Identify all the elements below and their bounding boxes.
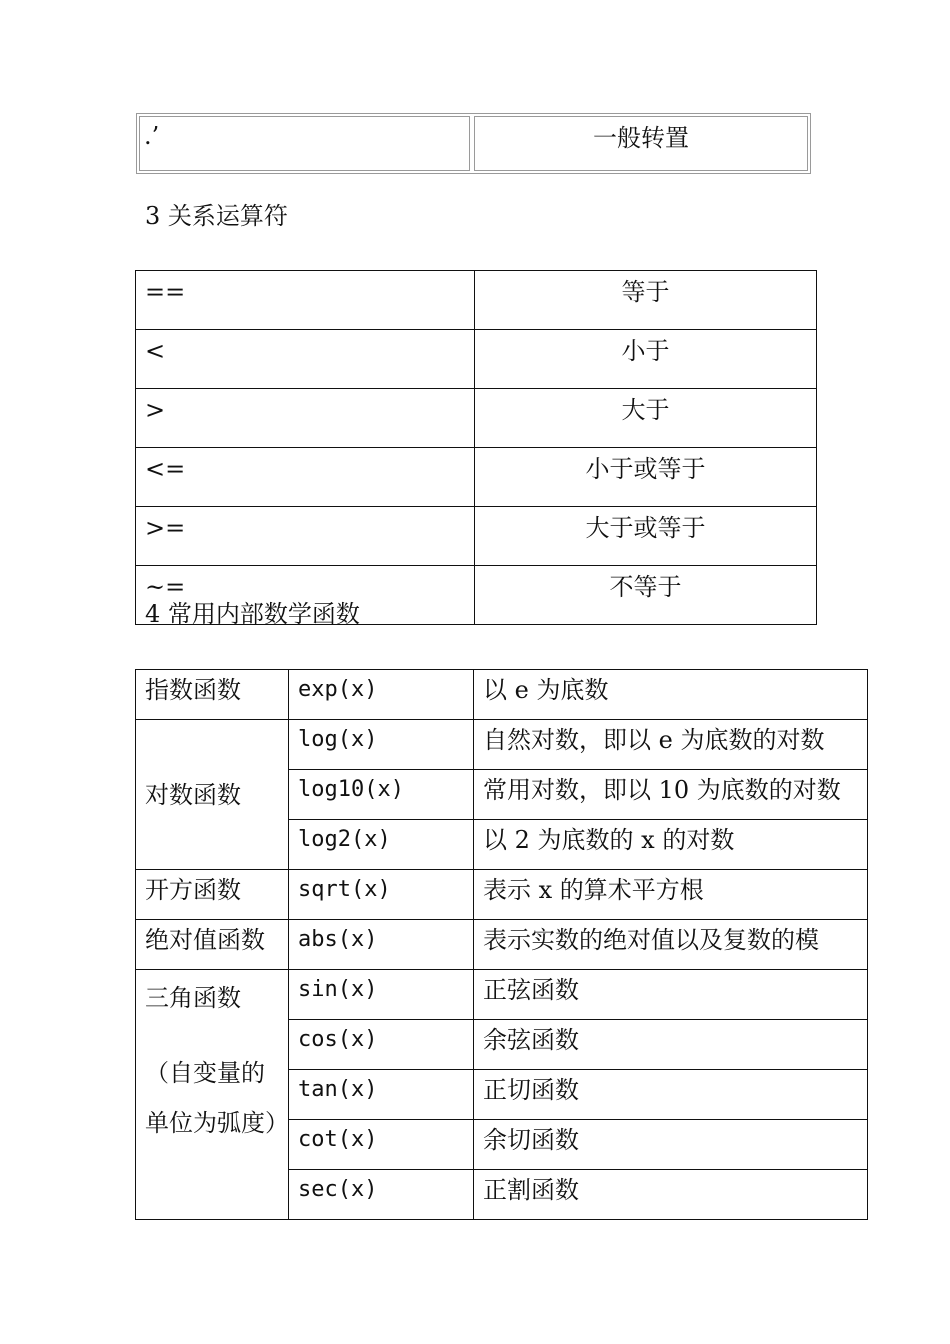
function-cell: log10(x) — [289, 770, 474, 820]
description-cell: 以 2 为底数的 x 的对数 — [474, 820, 868, 870]
function-cell: abs(x) — [289, 920, 474, 970]
description-cell: 大于或等于 — [475, 507, 817, 566]
function-cell: cos(x) — [289, 1020, 474, 1070]
category-cell: 指数函数 — [136, 670, 289, 720]
description-cell: 大于 — [475, 389, 817, 448]
description-cell: 以 e 为底数 — [474, 670, 868, 720]
trig-category-cell — [136, 970, 289, 1220]
description-cell: 表示 x 的算术平方根 — [474, 870, 868, 920]
function-cell: sec(x) — [289, 1170, 474, 1220]
table-row — [136, 920, 868, 970]
function-cell: sqrt(x) — [289, 870, 474, 920]
description-cell: 小于 — [475, 330, 817, 389]
description-cell: 不等于 — [475, 566, 817, 625]
description-cell: 常用对数，即以 10 为底数的对数 — [474, 770, 868, 820]
table-row — [136, 970, 868, 1020]
math-functions-table — [135, 669, 868, 1220]
transpose-table — [136, 113, 811, 174]
operator-cell: < — [136, 330, 475, 389]
table-row — [136, 720, 868, 770]
function-cell: log(x) — [289, 720, 474, 770]
trig-unit-note: （自变量的单位为弧度） — [145, 1059, 289, 1137]
description-cell: 余切函数 — [474, 1120, 868, 1170]
section-4-heading: 4 常用内部数学函数 — [145, 600, 360, 628]
table-row — [136, 330, 817, 389]
function-cell: log2(x) — [289, 820, 474, 870]
operator-cell: ~= — [136, 566, 475, 625]
function-cell: cot(x) — [289, 1120, 474, 1170]
table-row — [136, 271, 817, 330]
table-row — [136, 507, 817, 566]
category-cell: 开方函数 — [136, 870, 289, 920]
table-row — [136, 448, 817, 507]
function-cell: sin(x) — [289, 970, 474, 1020]
description-cell: 余弦函数 — [474, 1020, 868, 1070]
table-row — [136, 389, 817, 448]
description-cell: 小于或等于 — [475, 448, 817, 507]
category-cell: 对数函数 — [136, 720, 289, 870]
description-cell: 表示实数的绝对值以及复数的模 — [474, 920, 868, 970]
operator-cell: == — [136, 271, 475, 330]
table-row — [136, 870, 868, 920]
description-cell: 正弦函数 — [474, 970, 868, 1020]
operator-cell: > — [136, 389, 475, 448]
description-cell: 自然对数，即以 e 为底数的对数 — [474, 720, 868, 770]
operator-cell: >= — [136, 507, 475, 566]
function-cell: tan(x) — [289, 1070, 474, 1120]
function-cell: exp(x) — [289, 670, 474, 720]
description-cell: 正割函数 — [474, 1170, 868, 1220]
description-cell: 正切函数 — [474, 1070, 868, 1120]
table-row — [136, 670, 868, 720]
operator-cell: <= — [136, 448, 475, 507]
category-cell: 绝对值函数 — [136, 920, 289, 970]
description-cell: 等于 — [475, 271, 817, 330]
transpose-operator: .’ — [139, 116, 470, 171]
relational-operators-table — [135, 270, 817, 625]
transpose-description: 一般转置 — [474, 116, 808, 171]
trig-category-label: 三角函数 — [145, 984, 241, 1012]
section-3-heading: 3 关系运算符 — [145, 202, 288, 230]
